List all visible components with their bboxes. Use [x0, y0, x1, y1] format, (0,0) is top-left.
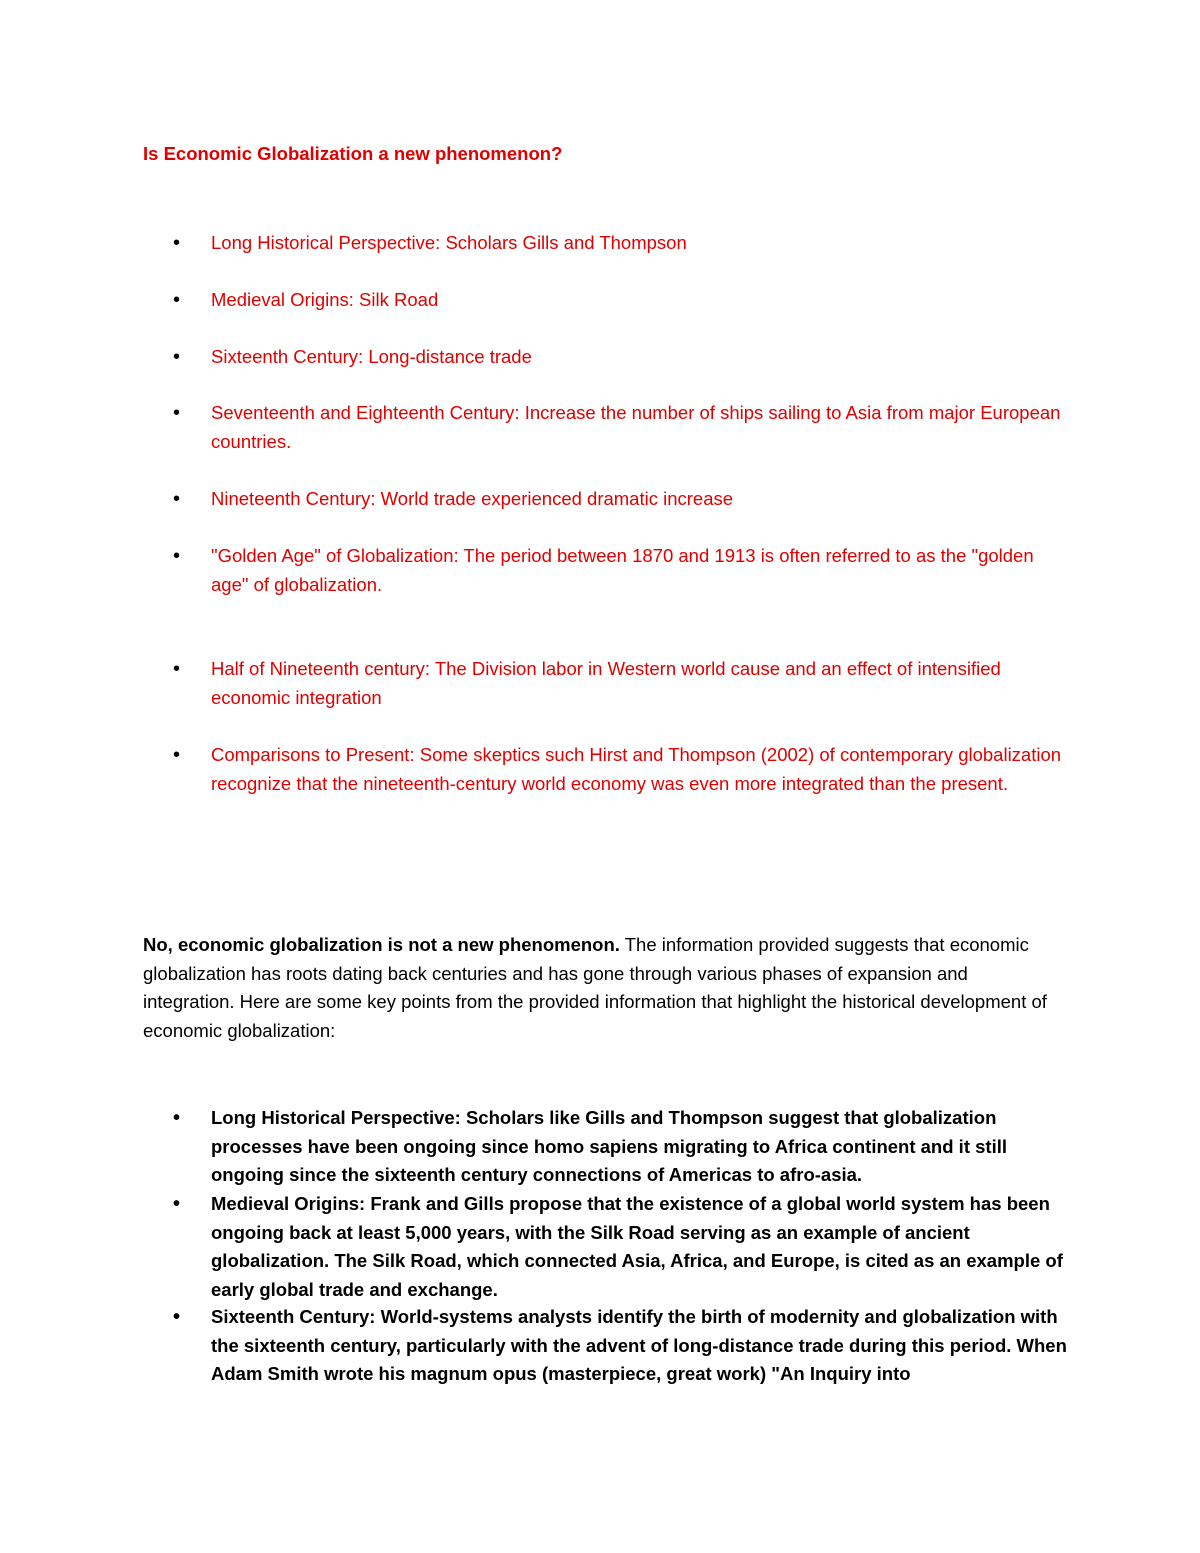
answer-body: The information provided suggests that economic globalization has roots dating back centuries and has gone through various phases of expansion and integration. Here are some key points from the provided information that highlight the historical development of economic globalization:: [143, 934, 1047, 1041]
list-item: [173, 741, 1071, 798]
list-item-text: Long Historical Perspective: Scholars Gills and Thompson: [211, 232, 687, 253]
bullet-icon: •: [173, 1193, 181, 1215]
list-item-text: Medieval Origins: Frank and Gills propose that the existence of a global world system has been ongoing back at least 5,000 years, with the Silk Road serving as an example of ancient globalization. The Silk Road, which connected Asia, Africa, and Europe, is cited as an example of early global trade and exchange.: [211, 1193, 1063, 1300]
bullet-icon: •: [173, 402, 181, 424]
list-item-text: Long Historical Perspective: Scholars like Gills and Thompson suggest that globalization processes have been ongoing since homo sapiens migrating to Africa continent and it still ongoing since the sixteenth century connections of Americas to afro-asia.: [211, 1107, 1007, 1186]
bullet-icon: •: [173, 346, 181, 368]
list-item-text: "Golden Age" of Globalization: The period between 1870 and 1913 is often referred to as the "golden age" of globalization.: [211, 545, 1034, 595]
list-item: [173, 229, 1071, 258]
bullet-icon: •: [173, 232, 181, 254]
list-item: [173, 1104, 1071, 1190]
list-item-text: Sixteenth Century: Long-distance trade: [211, 346, 532, 367]
list-item: [173, 343, 1071, 372]
list-item: [173, 655, 1071, 712]
list-item: [173, 1303, 1071, 1389]
list-item-text: Comparisons to Present: Some skeptics such Hirst and Thompson (2002) of contemporary globalization recognize that the nineteenth-century world economy was even more integrated than the present.: [211, 744, 1062, 794]
list-item-text: Seventeenth and Eighteenth Century: Increase the number of ships sailing to Asia from major European countries.: [211, 402, 1061, 452]
list-item-text: Sixteenth Century: World-systems analysts identify the birth of modernity and globalization with the sixteenth century, particularly with the advent of long-distance trade during this period. When Adam Smith wrote his magnum opus (masterpiece, great work) "An Inquiry into: [211, 1306, 1067, 1385]
bullet-icon: •: [173, 1107, 181, 1129]
page-title: Is Economic Globalization a new phenomenon?: [143, 143, 563, 164]
list-item: [173, 1190, 1071, 1304]
list-item-text: Nineteenth Century: World trade experienced dramatic increase: [211, 488, 734, 509]
list-item: [173, 485, 1071, 514]
list-item: [173, 399, 1071, 456]
bullet-icon: •: [173, 545, 181, 567]
list-item: [173, 542, 1071, 599]
list-item-text: Half of Nineteenth century: The Division labor in Western world cause and an effect of intensified economic integration: [211, 658, 1001, 708]
answer-lead: No, economic globalization is not a new phenomenon.: [143, 934, 620, 955]
bullet-icon: •: [173, 488, 181, 510]
bullet-icon: •: [173, 744, 181, 766]
answer-paragraph: [143, 931, 1053, 1045]
list-item-text: Medieval Origins: Silk Road: [211, 289, 439, 310]
bullet-icon: •: [173, 1306, 181, 1328]
bullet-icon: •: [173, 658, 181, 680]
bullet-icon: •: [173, 289, 181, 311]
list-item: [173, 286, 1071, 315]
